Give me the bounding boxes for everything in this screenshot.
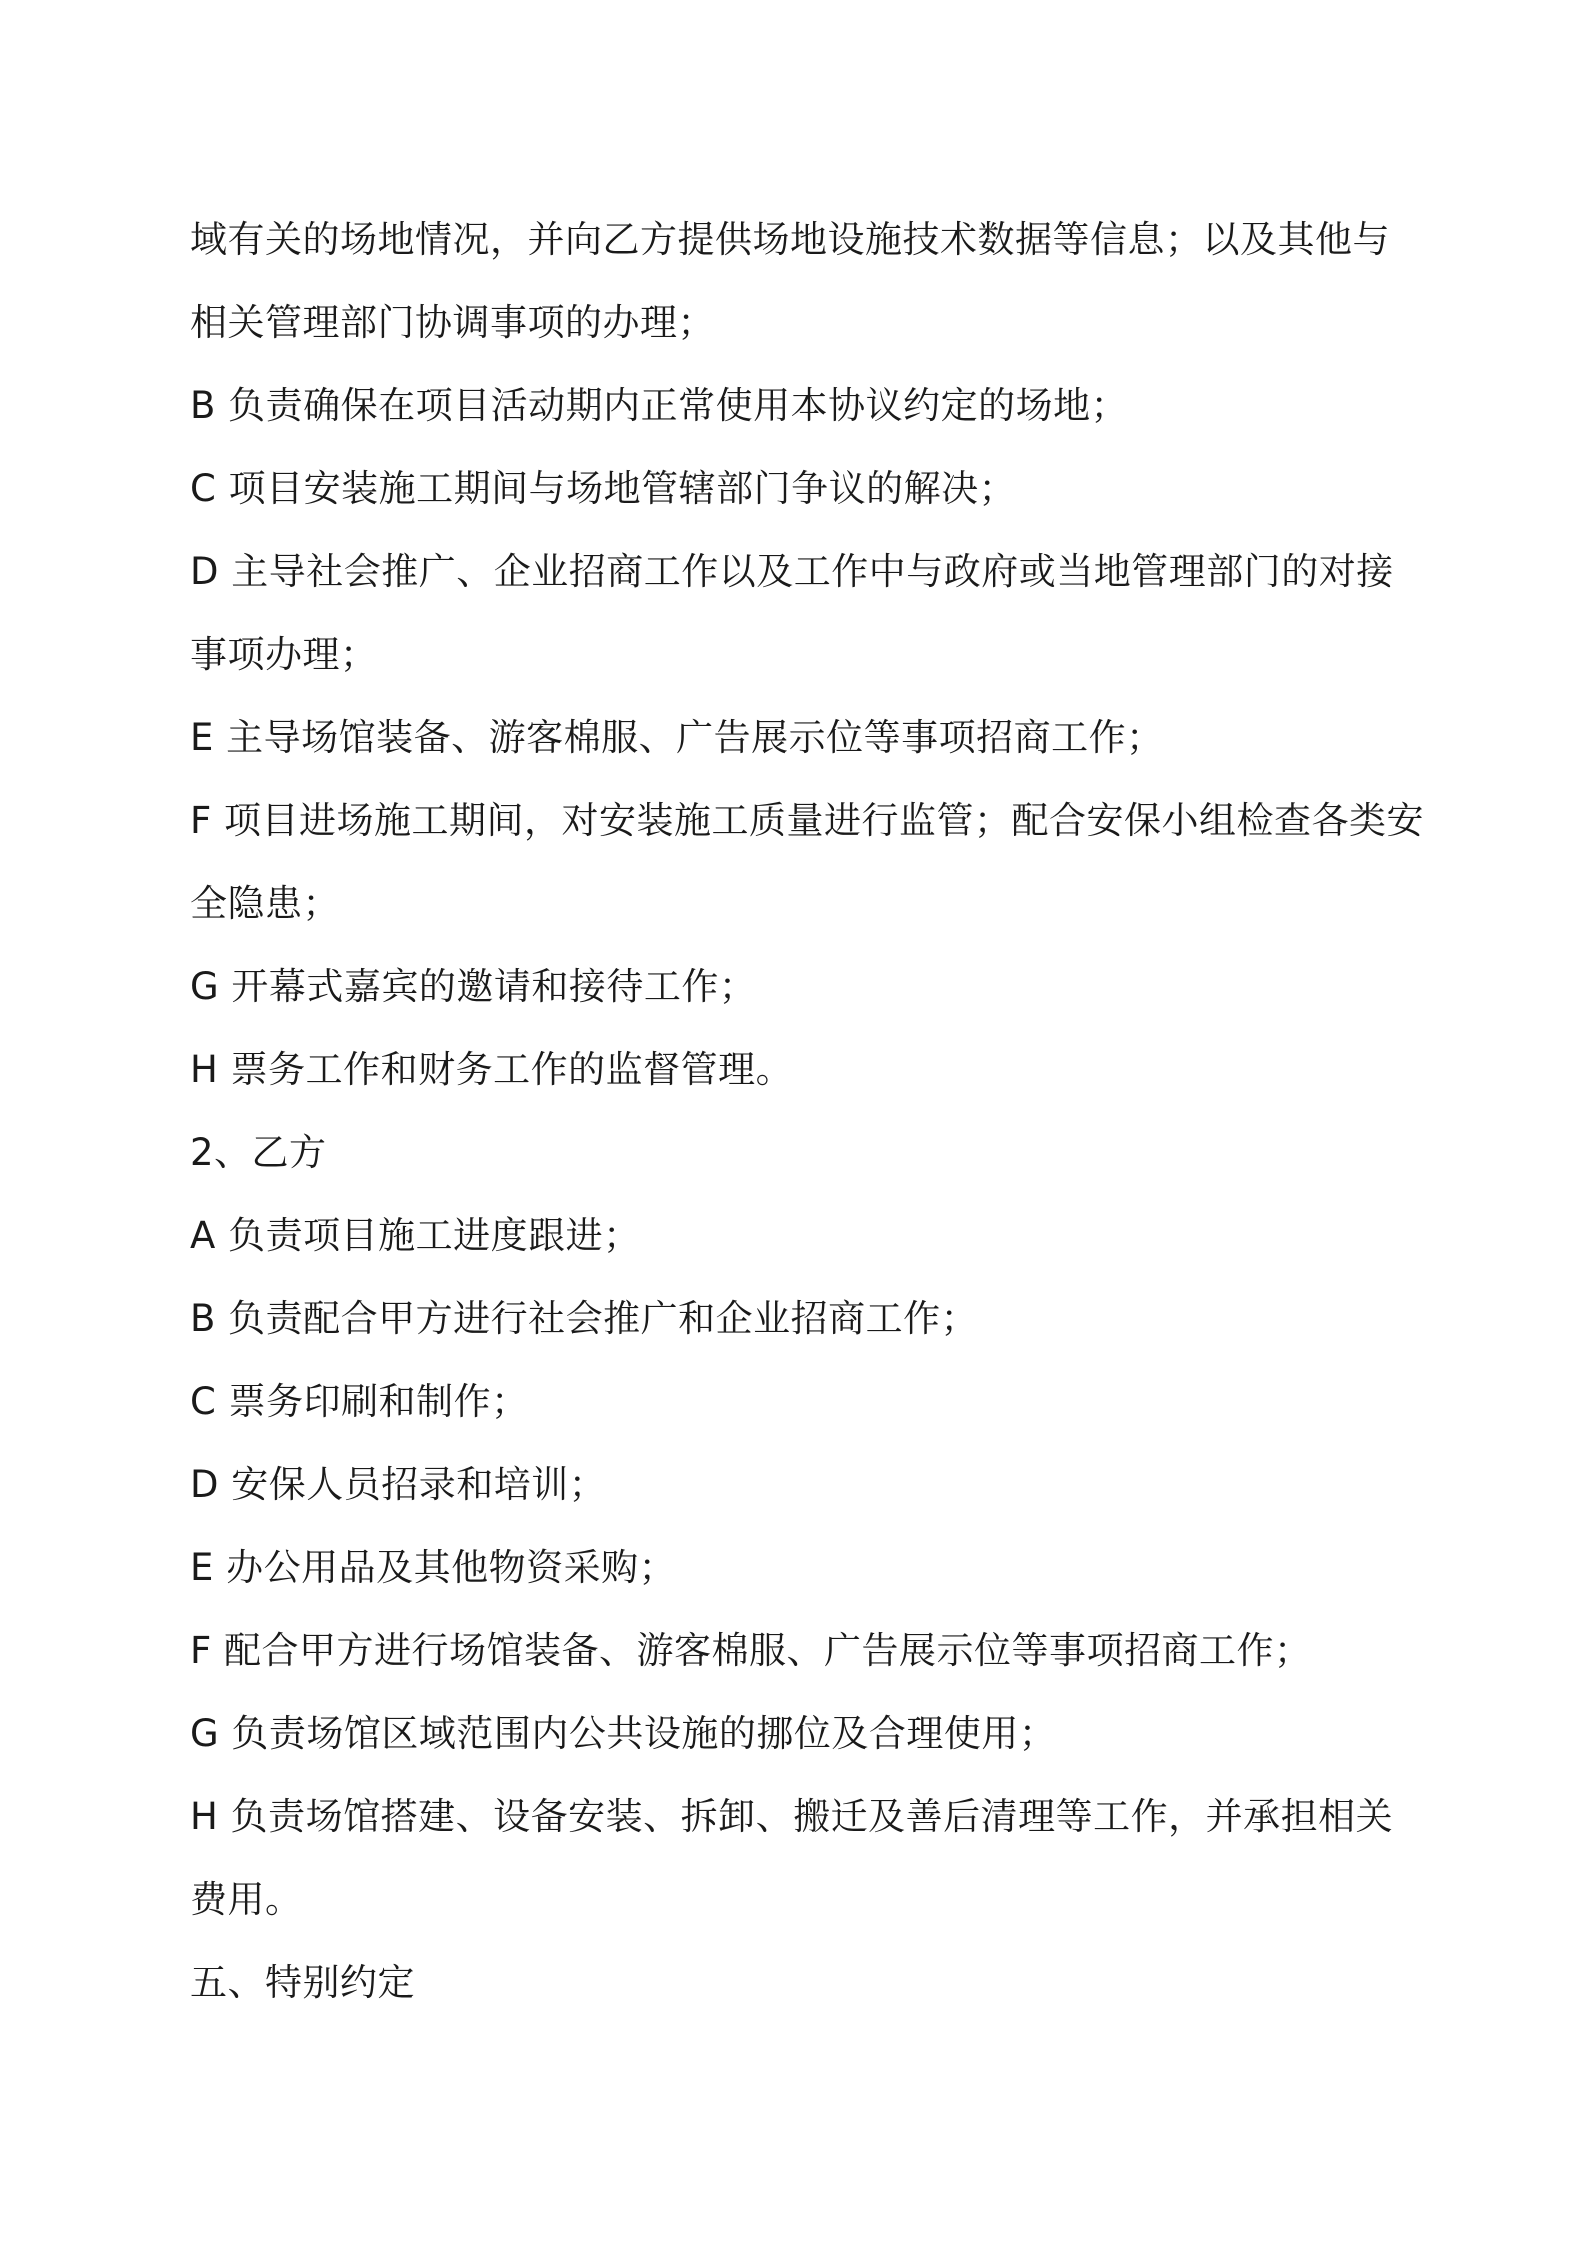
text-line: E 主导场馆装备、游客棉服、广告展示位等事项招商工作； [190, 716, 1164, 759]
text-line: C 票务印刷和制作； [190, 1380, 529, 1423]
text-line: F 项目进场施工期间，对安装施工质量进行监管；配合安保小组检查各类安 [190, 799, 1425, 842]
text-line: 全隐患； [190, 882, 340, 925]
section-heading: 2、乙方 [190, 1131, 327, 1174]
text-line: E 办公用品及其他物资采购； [190, 1546, 677, 1589]
text-line: 域有关的场地情况，并向乙方提供场地设施技术数据等信息；以及其他与 [190, 218, 1390, 261]
text-line: F 配合甲方进行场馆装备、游客棉服、广告展示位等事项招商工作； [190, 1629, 1312, 1672]
text-line: G 负责场馆区域范围内公共设施的挪位及合理使用； [190, 1712, 1057, 1755]
text-line: 费用。 [190, 1878, 303, 1921]
text-line: G 开幕式嘉宾的邀请和接待工作； [190, 965, 757, 1008]
text-line: 相关管理部门协调事项的办理； [190, 301, 715, 344]
text-line: B 负责配合甲方进行社会推广和企业招商工作； [190, 1297, 979, 1340]
text-line: B 负责确保在项目活动期内正常使用本协议约定的场地； [190, 384, 1129, 427]
text-line: A 负责项目施工进度跟进； [190, 1214, 641, 1257]
text-line: 事项办理； [190, 633, 378, 676]
text-line: D 主导社会推广、企业招商工作以及工作中与政府或当地管理部门的对接 [190, 550, 1394, 593]
text-line: H 票务工作和财务工作的监督管理。 [190, 1048, 794, 1091]
document-body [190, 198, 1430, 2024]
text-line: D 安保人员招录和培训； [190, 1463, 607, 1506]
section-heading: 五、特别约定 [190, 1961, 415, 2004]
text-line: C 项目安装施工期间与场地管辖部门争议的解决； [190, 467, 1017, 510]
text-line: H 负责场馆搭建、设备安装、拆卸、搬迁及善后清理等工作，并承担相关 [190, 1795, 1394, 1838]
